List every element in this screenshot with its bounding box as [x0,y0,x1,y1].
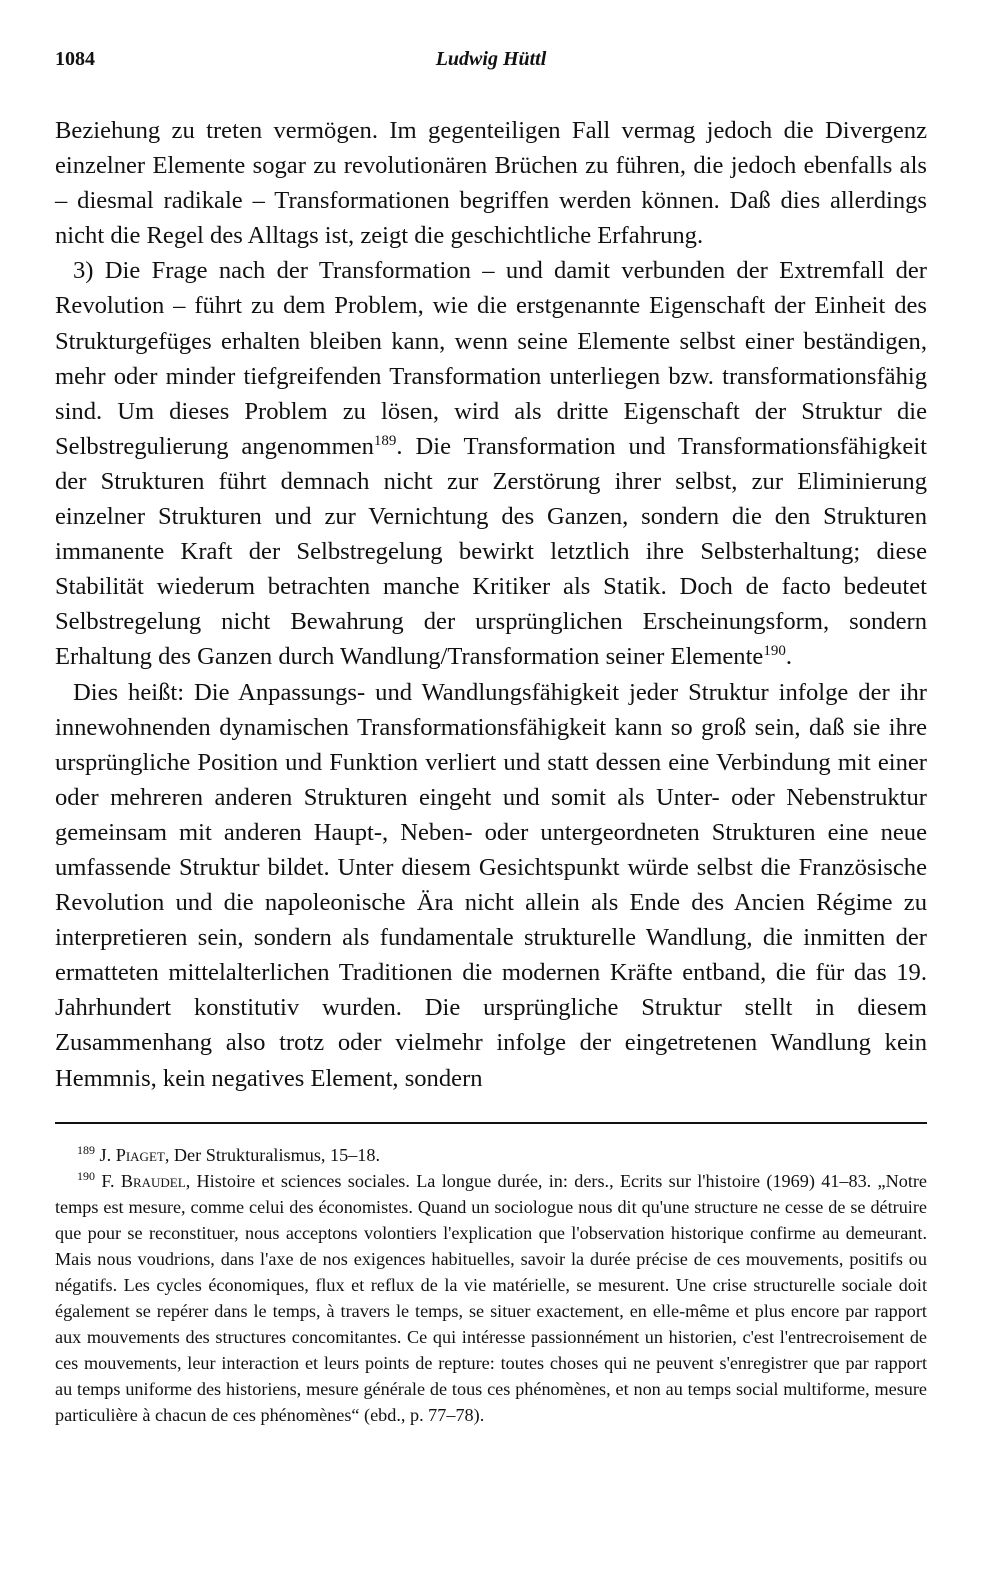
footnote-ref-189: 189 [373,432,397,449]
page-header [55,40,927,80]
footnote-author: F. Braudel [101,1170,186,1191]
paragraph-2 [55,253,927,674]
paragraph-2-part-c: . [785,643,792,671]
paragraph-2-part-b: . Die Transformation und Transformationsfähigkeit der Strukturen führt demnach nicht zur Zerstörung ihrer selbst, zur Eliminierung einzelner Strukturen und zur Vernichtung des Ganzen, sondern die den Strukturen immanente Kraft der Selbstregelung bewirkt letztlich ihre Selbsterhaltung; diese Stabilität wiederum betrachten manche Kritiker als Statik. Doch de facto bedeutet Selbstregelung nicht Bewahrung der ursprünglichen Erscheinungsform, sondern Erhaltung des Ganzen durch Wandlung/Transformation seiner Elemente [55,432,927,671]
footnote-number: 189 [77,1142,95,1157]
footnote-author: J. Piaget [99,1144,165,1165]
paragraph-3: Dies heißt: Die Anpassungs- und Wandlungsfähigkeit jeder Struktur infolge der ihr innewohnenden dynamischen Transformationsfähigkeit kann so groß sein, daß sie ihre ursprüngliche Position und Funktion verliert und statt dessen eine Verbindung mit einer oder mehreren anderen Strukturen eingeht und somit als Unter- oder Nebenstruktur gemeinsam mit anderen Haupt-, Neben- oder untergeordneten Strukturen eine neue umfassende Struktur bildet. Unter diesem Gesichtspunkt würde selbst die Französische Revolution und die napoleonische Ära nicht allein als Ende des Ancien Régime zu interpretieren sein, sondern als fundamentale strukturelle Wandlung, die inmitten der ermatteten mittelalterlichen Traditionen die modernen Kräfte entband, die für das 19. Jahrhundert konstitutiv wurden. Die ursprüngliche Struktur stellt in diesem Zusammenhang also trotz oder vielmehr infolge der eingetretenen Wandlung kein Hemmnis, kein negatives Element, sondern [55,678,927,1092]
main-text [55,113,927,1096]
page-number: 1084 [55,48,95,70]
footnote-divider [55,1122,927,1124]
footnote-text: , Histoire et sciences sociales. La longue durée, in: ders., Ecrits sur l'histoire (1969) 41–83. „Notre temps est mesure, comme celui des économistes. Quand un sociologue nous dit qu'une structure ne cesse de se détruire que pour se reconstituer, nous acceptons volontiers l'explication que l'observation historique confirme au demeurant. Mais nous voudrions, dans l'axe de nos exigences habituelles, savoir la durée précise de ces mouvements, positifs ou négatifs. Les cycles économiques, flux et reflux de la vie matérielle, se mesurent. Une crise structurelle sociale doit également se repérer dans le temps, à travers le temps, se situer exactement, en elle-même et plus encore par rapport aux mouvements des structures concomitantes. Ce qui intéresse passionnément un historien, c'est l'entrecroisement de ces mouvements, leur interaction et leurs points de repture: toutes choses qui ne peuvent s'enregistrer que par rapport au temps uniforme des historiens, mesure générale de tous ces phénomènes, et non au temps social multiforme, mesure particulière à chacun de ces phénomènes“ (ebd., p. 77–78). [55,1170,928,1425]
footnote-number: 190 [77,1168,95,1183]
footnote-190 [55,1168,927,1428]
paragraph-1: Beziehung zu treten vermögen. Im gegenteiligen Fall vermag jedoch die Divergenz einzelner Elemente sogar zu revolutionären Brüchen zu führen, die jedoch ebenfalls als – diesmal radikale – Transformationen begriffen werden können. Daß dies allerdings nicht die Regel des Alltags ist, zeigt die geschichtliche Erfahrung. [55,117,927,250]
footnote-ref-190: 190 [763,643,786,660]
footnote-189 [55,1142,927,1168]
book-page [55,40,927,1428]
running-head: Ludwig Hüttl [435,48,547,70]
footnote-text: , Der Strukturalismus, 15–18. [164,1144,381,1165]
footnotes [55,1142,927,1428]
paragraph-2-part-a: 3) Die Frage nach der Transformation – und damit verbunden der Extremfall der Revolution – führt zu dem Problem, wie die erstgenannte Eigenschaft der Einheit des Strukturgefüges erhalten bleiben kann, wenn seine Elemente selbst einer beständigen, mehr oder minder tiefgreifenden Transformation unterliegen bzw. transformationsfähig sind. Um dieses Problem zu lösen, wird als dritte Eigenschaft der Struktur die Selbstregulierung angenommen [55,257,927,460]
